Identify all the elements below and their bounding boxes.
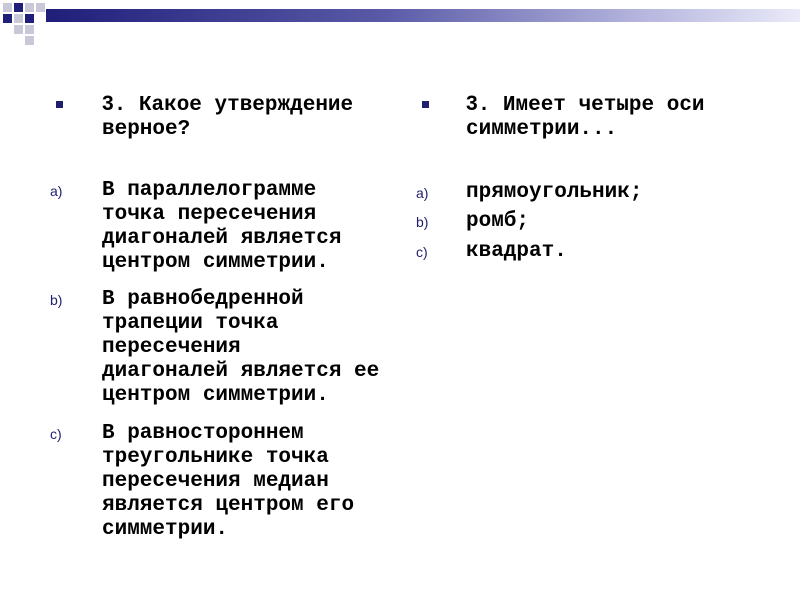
header-gradient-bar [46,9,800,22]
deco-square [25,36,34,45]
right-option-a-letter: a) [416,185,429,201]
left-option-c-text: В равностороннем треугольнике точка пересечения медиан является центром его симметрии. [102,422,355,541]
left-option-a-text: В параллелограмме точка пересечения диагоналей является центром симметрии. [102,179,342,274]
left-question-text: . Какое утверждение верное? [102,94,354,141]
right-question-text: . Имеет четыре оси симметрии... [466,94,705,141]
deco-square [25,3,34,12]
deco-square [25,25,34,34]
left-option-b-text: В равнобедренной трапеции точка пересечения диагоналей является ее центром симметрии. [102,288,380,407]
left-option-c-letter: c) [50,426,62,442]
bullet-square-icon [422,101,429,108]
right-question-number: 3 [466,92,478,115]
deco-square [36,3,45,12]
left-question-number: 3 [102,92,114,115]
deco-square [14,25,23,34]
left-option-b-letter: b) [50,292,63,308]
deco-square [25,14,34,23]
right-option-c-text: квадрат. [466,240,567,263]
deco-square [3,14,12,23]
right-option-b-text: ромб; [466,210,530,233]
right-option-b-letter: b) [416,214,429,230]
deco-square [14,14,23,23]
deco-square [3,3,12,12]
right-option-a-text: прямоугольник; [466,181,643,204]
left-option-a-letter: a) [50,183,63,199]
bullet-square-icon [56,101,63,108]
left-question [102,92,398,142]
right-question [466,92,786,142]
deco-square [14,3,23,12]
right-option-c-letter: c) [416,244,428,260]
